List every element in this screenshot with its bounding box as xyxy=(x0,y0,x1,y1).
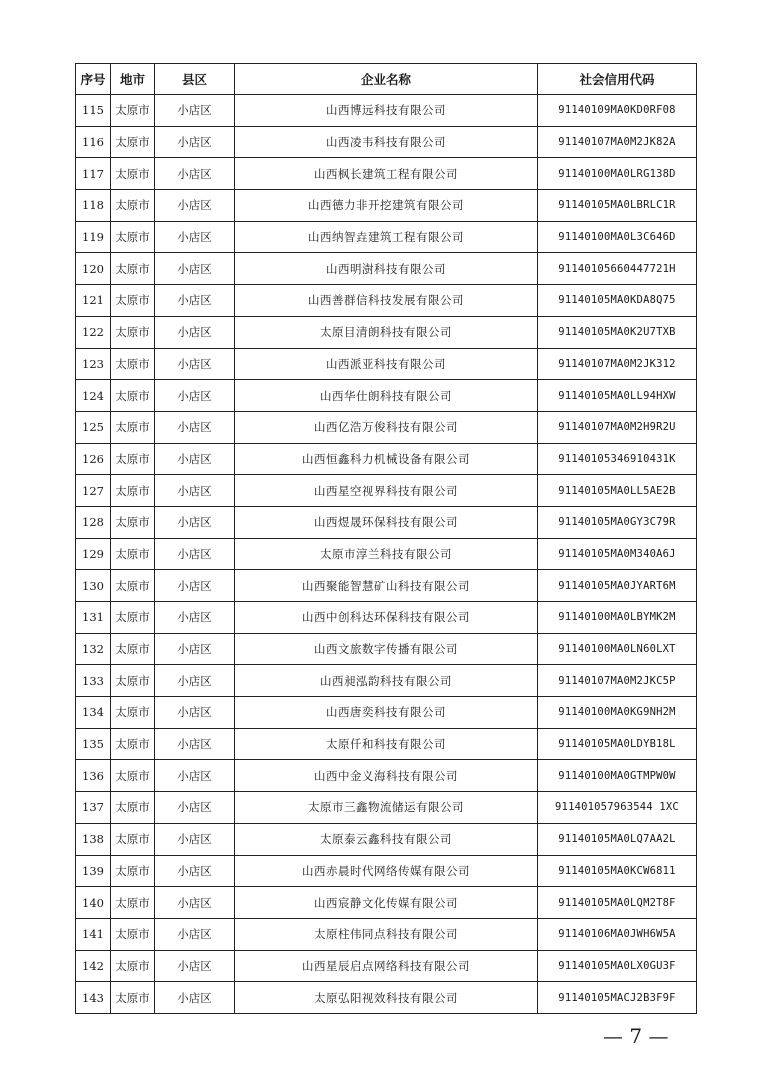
cell-county: 小店区 xyxy=(155,380,235,412)
cell-city: 太原市 xyxy=(111,221,155,253)
cell-index: 132 xyxy=(76,633,111,665)
cell-index: 131 xyxy=(76,602,111,634)
cell-company-name: 山西星空视界科技有限公司 xyxy=(235,475,538,507)
cell-index: 124 xyxy=(76,380,111,412)
table-row xyxy=(76,253,697,285)
cell-index: 135 xyxy=(76,728,111,760)
cell-city: 太原市 xyxy=(111,190,155,222)
cell-county: 小店区 xyxy=(155,602,235,634)
table-row xyxy=(76,602,697,634)
cell-credit-code: 91140105MA0M340A6J xyxy=(538,538,697,570)
cell-county: 小店区 xyxy=(155,253,235,285)
cell-index: 143 xyxy=(76,982,111,1014)
cell-county: 小店区 xyxy=(155,221,235,253)
header-credit-code: 社会信用代码 xyxy=(538,64,697,95)
cell-credit-code: 91140105MA0LQ7AA2L xyxy=(538,823,697,855)
cell-county: 小店区 xyxy=(155,760,235,792)
table-header-row xyxy=(76,64,697,95)
cell-credit-code: 91140105MA0LBRLC1R xyxy=(538,190,697,222)
cell-credit-code: 91140106MA0JWH6W5A xyxy=(538,918,697,950)
table-row xyxy=(76,380,697,412)
cell-credit-code: 91140105MA0LQM2T8F xyxy=(538,887,697,919)
table-row xyxy=(76,158,697,190)
table-row xyxy=(76,285,697,317)
cell-credit-code: 91140105MA0LX0GU3F xyxy=(538,950,697,982)
cell-credit-code: 91140105MACJ2B3F9F xyxy=(538,982,697,1014)
cell-credit-code: 91140105MA0KCW6811 xyxy=(538,855,697,887)
cell-county: 小店区 xyxy=(155,728,235,760)
cell-county: 小店区 xyxy=(155,855,235,887)
table-row xyxy=(76,697,697,729)
cell-city: 太原市 xyxy=(111,728,155,760)
cell-county: 小店区 xyxy=(155,570,235,602)
cell-city: 太原市 xyxy=(111,633,155,665)
cell-city: 太原市 xyxy=(111,855,155,887)
table-row xyxy=(76,982,697,1014)
table-row xyxy=(76,506,697,538)
cell-index: 139 xyxy=(76,855,111,887)
cell-index: 140 xyxy=(76,887,111,919)
cell-credit-code: 91140100MA0L3C646D xyxy=(538,221,697,253)
cell-city: 太原市 xyxy=(111,506,155,538)
cell-index: 138 xyxy=(76,823,111,855)
header-company-name: 企业名称 xyxy=(235,64,538,95)
cell-company-name: 太原仟和科技有限公司 xyxy=(235,728,538,760)
cell-county: 小店区 xyxy=(155,126,235,158)
cell-county: 小店区 xyxy=(155,95,235,127)
cell-credit-code: 91140105MA0LL94HXW xyxy=(538,380,697,412)
cell-city: 太原市 xyxy=(111,285,155,317)
cell-county: 小店区 xyxy=(155,443,235,475)
cell-county: 小店区 xyxy=(155,665,235,697)
cell-index: 121 xyxy=(76,285,111,317)
cell-company-name: 太原泰云鑫科技有限公司 xyxy=(235,823,538,855)
cell-county: 小店区 xyxy=(155,158,235,190)
table-row xyxy=(76,950,697,982)
cell-county: 小店区 xyxy=(155,348,235,380)
table-row xyxy=(76,918,697,950)
cell-company-name: 山西昶泓韵科技有限公司 xyxy=(235,665,538,697)
cell-company-name: 太原弘阳视效科技有限公司 xyxy=(235,982,538,1014)
table-row xyxy=(76,887,697,919)
cell-index: 130 xyxy=(76,570,111,602)
table-row xyxy=(76,411,697,443)
cell-city: 太原市 xyxy=(111,158,155,190)
cell-credit-code: 91140109MA0KD0RF08 xyxy=(538,95,697,127)
cell-index: 117 xyxy=(76,158,111,190)
cell-city: 太原市 xyxy=(111,126,155,158)
cell-county: 小店区 xyxy=(155,823,235,855)
cell-county: 小店区 xyxy=(155,538,235,570)
table-row xyxy=(76,823,697,855)
cell-company-name: 太原市淳兰科技有限公司 xyxy=(235,538,538,570)
table-row xyxy=(76,728,697,760)
cell-company-name: 山西派亚科技有限公司 xyxy=(235,348,538,380)
cell-index: 126 xyxy=(76,443,111,475)
cell-city: 太原市 xyxy=(111,887,155,919)
cell-county: 小店区 xyxy=(155,285,235,317)
cell-index: 129 xyxy=(76,538,111,570)
table-row xyxy=(76,443,697,475)
cell-credit-code: 91140105MA0JYART6M xyxy=(538,570,697,602)
cell-credit-code: 91140105MA0LDYB18L xyxy=(538,728,697,760)
cell-index: 127 xyxy=(76,475,111,507)
cell-credit-code: 91140105346910431K xyxy=(538,443,697,475)
cell-index: 137 xyxy=(76,792,111,824)
cell-credit-code: 91140105MA0KDA8Q75 xyxy=(538,285,697,317)
cell-company-name: 山西枫长建筑工程有限公司 xyxy=(235,158,538,190)
cell-city: 太原市 xyxy=(111,792,155,824)
table-body xyxy=(76,95,697,1014)
cell-credit-code: 91140100MA0LRG138D xyxy=(538,158,697,190)
cell-index: 120 xyxy=(76,253,111,285)
table-row xyxy=(76,760,697,792)
header-county: 县区 xyxy=(155,64,235,95)
cell-county: 小店区 xyxy=(155,792,235,824)
cell-index: 134 xyxy=(76,697,111,729)
cell-county: 小店区 xyxy=(155,950,235,982)
table-row xyxy=(76,570,697,602)
cell-city: 太原市 xyxy=(111,253,155,285)
table-row xyxy=(76,855,697,887)
table-row xyxy=(76,190,697,222)
cell-index: 119 xyxy=(76,221,111,253)
cell-company-name: 山西中创科达环保科技有限公司 xyxy=(235,602,538,634)
cell-credit-code: 91140100MA0GTMPW0W xyxy=(538,760,697,792)
cell-company-name: 山西亿浩万俊科技有限公司 xyxy=(235,411,538,443)
cell-company-name: 山西善群信科技发展有限公司 xyxy=(235,285,538,317)
cell-company-name: 山西凌韦科技有限公司 xyxy=(235,126,538,158)
cell-company-name: 太原市三鑫物流储运有限公司 xyxy=(235,792,538,824)
table-row xyxy=(76,316,697,348)
header-city: 地市 xyxy=(111,64,155,95)
cell-city: 太原市 xyxy=(111,538,155,570)
cell-county: 小店区 xyxy=(155,918,235,950)
cell-company-name: 山西德力非开挖建筑有限公司 xyxy=(235,190,538,222)
cell-county: 小店区 xyxy=(155,316,235,348)
cell-city: 太原市 xyxy=(111,918,155,950)
cell-company-name: 山西纳智垚建筑工程有限公司 xyxy=(235,221,538,253)
cell-company-name: 太原目清朗科技有限公司 xyxy=(235,316,538,348)
cell-city: 太原市 xyxy=(111,602,155,634)
cell-county: 小店区 xyxy=(155,982,235,1014)
cell-city: 太原市 xyxy=(111,823,155,855)
cell-index: 122 xyxy=(76,316,111,348)
cell-company-name: 山西文旅数字传播有限公司 xyxy=(235,633,538,665)
table-row xyxy=(76,633,697,665)
cell-credit-code: 91140107MA0M2JK82A xyxy=(538,126,697,158)
cell-city: 太原市 xyxy=(111,380,155,412)
cell-city: 太原市 xyxy=(111,982,155,1014)
cell-company-name: 山西博远科技有限公司 xyxy=(235,95,538,127)
header-index: 序号 xyxy=(76,64,111,95)
cell-credit-code: 91140100MA0KG9NH2M xyxy=(538,697,697,729)
cell-index: 125 xyxy=(76,411,111,443)
cell-city: 太原市 xyxy=(111,95,155,127)
cell-city: 太原市 xyxy=(111,950,155,982)
table-row xyxy=(76,475,697,507)
cell-credit-code: 91140105MA0GY3C79R xyxy=(538,506,697,538)
cell-credit-code: 91140105MA0LL5AE2B xyxy=(538,475,697,507)
cell-county: 小店区 xyxy=(155,475,235,507)
cell-company-name: 山西唐奕科技有限公司 xyxy=(235,697,538,729)
table-row xyxy=(76,348,697,380)
cell-credit-code: 91140105660447721H xyxy=(538,253,697,285)
cell-city: 太原市 xyxy=(111,316,155,348)
cell-credit-code: 91140107MA0M2H9R2U xyxy=(538,411,697,443)
enterprise-table xyxy=(75,63,697,1014)
cell-city: 太原市 xyxy=(111,570,155,602)
table-row xyxy=(76,538,697,570)
cell-city: 太原市 xyxy=(111,443,155,475)
table-row xyxy=(76,792,697,824)
cell-index: 133 xyxy=(76,665,111,697)
cell-credit-code: 91140100MA0LN60LXT xyxy=(538,633,697,665)
page-number: — 7 — xyxy=(603,1024,669,1048)
cell-city: 太原市 xyxy=(111,760,155,792)
cell-company-name: 山西宸静文化传媒有限公司 xyxy=(235,887,538,919)
cell-city: 太原市 xyxy=(111,697,155,729)
cell-credit-code: 911401057963544 1XC xyxy=(538,792,697,824)
cell-county: 小店区 xyxy=(155,411,235,443)
cell-city: 太原市 xyxy=(111,411,155,443)
cell-county: 小店区 xyxy=(155,190,235,222)
cell-county: 小店区 xyxy=(155,633,235,665)
cell-index: 123 xyxy=(76,348,111,380)
cell-index: 116 xyxy=(76,126,111,158)
cell-county: 小店区 xyxy=(155,506,235,538)
table-row xyxy=(76,665,697,697)
cell-company-name: 山西赤晨时代网络传媒有限公司 xyxy=(235,855,538,887)
cell-index: 142 xyxy=(76,950,111,982)
cell-company-name: 山西星辰启点网络科技有限公司 xyxy=(235,950,538,982)
table-row xyxy=(76,126,697,158)
cell-city: 太原市 xyxy=(111,665,155,697)
cell-company-name: 山西中金义海科技有限公司 xyxy=(235,760,538,792)
cell-index: 128 xyxy=(76,506,111,538)
cell-index: 118 xyxy=(76,190,111,222)
cell-county: 小店区 xyxy=(155,887,235,919)
table-row xyxy=(76,95,697,127)
cell-credit-code: 91140100MA0LBYMK2M xyxy=(538,602,697,634)
cell-credit-code: 91140105MA0K2U7TXB xyxy=(538,316,697,348)
cell-index: 141 xyxy=(76,918,111,950)
cell-company-name: 山西煜晟环保科技有限公司 xyxy=(235,506,538,538)
cell-credit-code: 91140107MA0M2JK312 xyxy=(538,348,697,380)
cell-company-name: 山西明澍科技有限公司 xyxy=(235,253,538,285)
cell-index: 115 xyxy=(76,95,111,127)
cell-credit-code: 91140107MA0M2JKC5P xyxy=(538,665,697,697)
cell-company-name: 山西聚能智慧矿山科技有限公司 xyxy=(235,570,538,602)
cell-county: 小店区 xyxy=(155,697,235,729)
cell-company-name: 太原柱伟同点科技有限公司 xyxy=(235,918,538,950)
cell-index: 136 xyxy=(76,760,111,792)
cell-city: 太原市 xyxy=(111,475,155,507)
table-row xyxy=(76,221,697,253)
cell-city: 太原市 xyxy=(111,348,155,380)
cell-company-name: 山西恒鑫科力机械设备有限公司 xyxy=(235,443,538,475)
cell-company-name: 山西华仕朗科技有限公司 xyxy=(235,380,538,412)
